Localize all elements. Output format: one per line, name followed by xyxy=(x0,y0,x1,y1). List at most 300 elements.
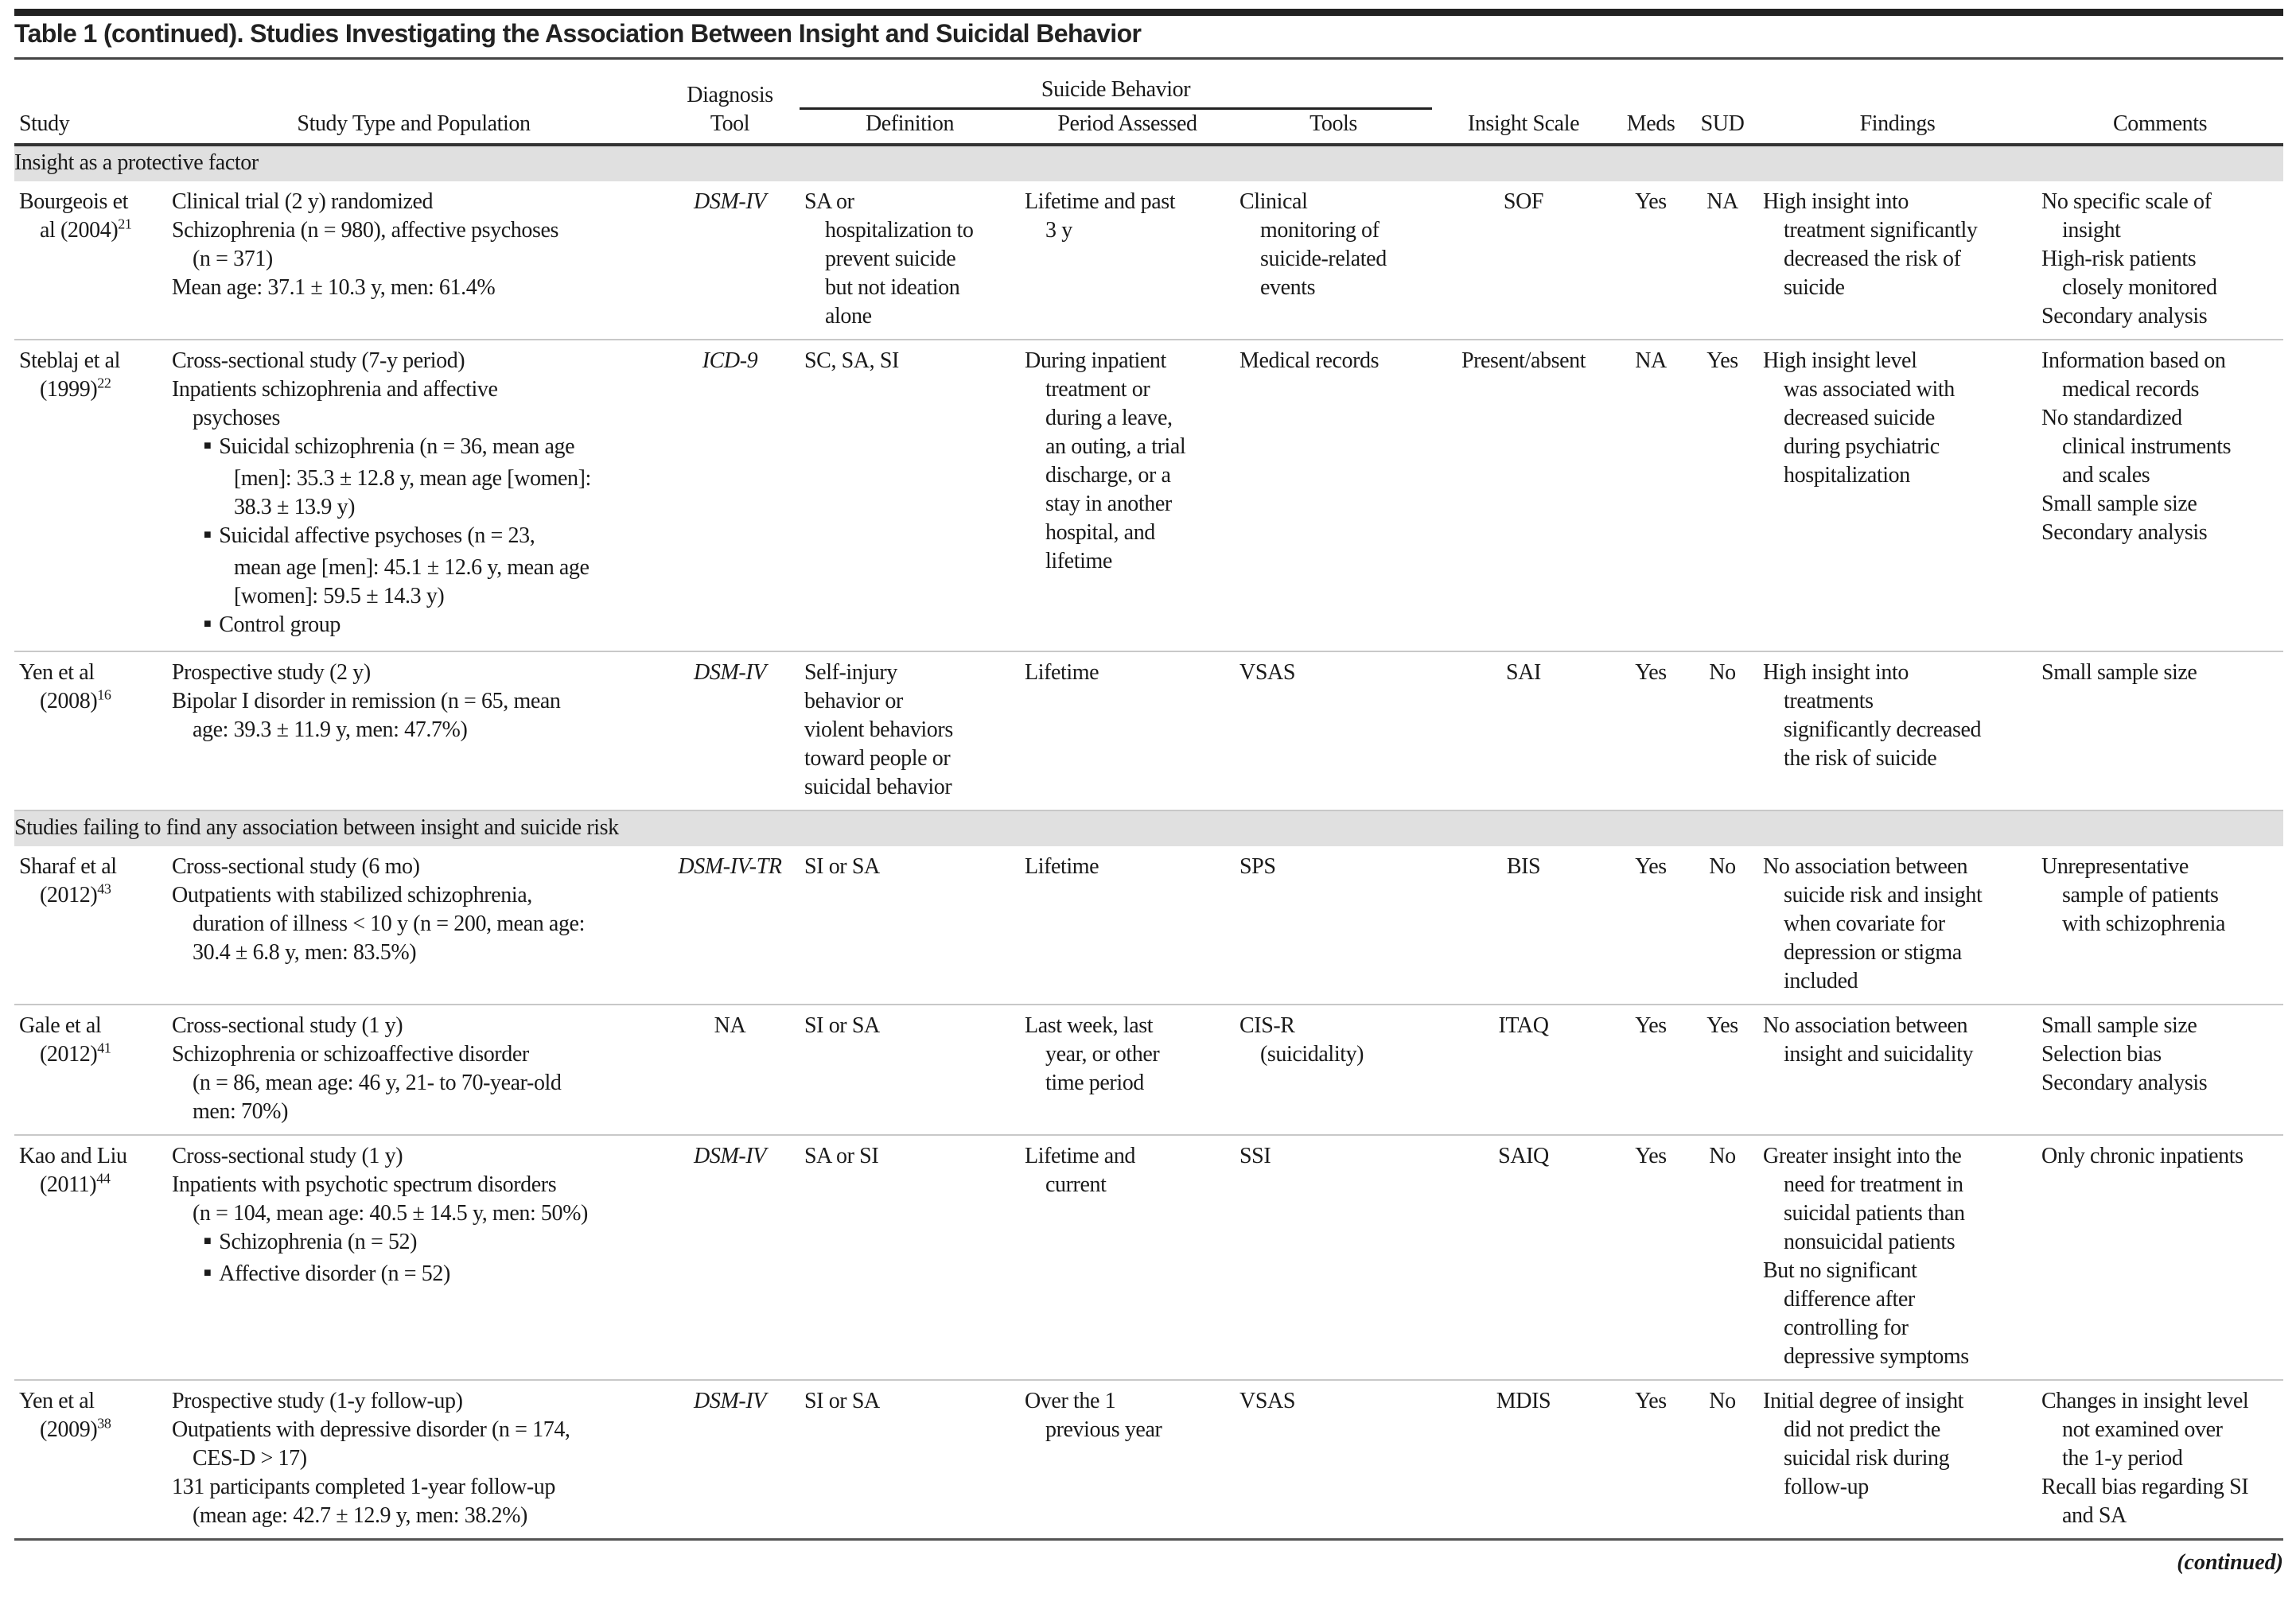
period-paragraph xyxy=(1025,1142,1230,1199)
findings-line: High insight level xyxy=(1763,348,1917,373)
reference-number: 38 xyxy=(97,1415,111,1432)
comments-paragraph xyxy=(2041,1387,2278,1473)
sud-cell: Yes xyxy=(1687,1005,1758,1135)
definition-paragraph xyxy=(804,659,1015,687)
meds-cell: Yes xyxy=(1615,846,1687,1005)
comments-cell xyxy=(2037,1135,2283,1380)
study-type-line: Mean age: 37.1 ± 10.3 y, men: 61.4% xyxy=(172,275,496,300)
reference-number: 44 xyxy=(96,1170,111,1187)
comments-paragraph xyxy=(2041,302,2278,331)
tools-cell xyxy=(1235,340,1432,651)
definition-paragraph xyxy=(804,853,1015,881)
tools-line: events xyxy=(1260,275,1316,300)
table-row xyxy=(14,181,2283,340)
section-header-row xyxy=(14,810,2283,846)
study-cell xyxy=(14,651,167,810)
tools-line: VSAS xyxy=(1239,660,1295,685)
comments-line: and SA xyxy=(2062,1503,2127,1528)
period-line: discharge, or a xyxy=(1045,463,1171,488)
header-period: Period Assessed xyxy=(1020,110,1235,145)
comments-line: clinical instruments xyxy=(2062,434,2232,459)
period-line: Over the 1 xyxy=(1025,1389,1116,1413)
comments-line: Small sample size xyxy=(2041,660,2197,685)
period-paragraph xyxy=(1025,347,1230,576)
period-line: treatment or xyxy=(1045,377,1150,402)
findings-cell xyxy=(1758,340,2037,651)
comments-line: Secondary analysis xyxy=(2041,304,2208,328)
tools-cell xyxy=(1235,846,1432,1005)
study-type-paragraph xyxy=(172,1416,656,1473)
comments-line: Small sample size xyxy=(2041,1013,2197,1038)
study-type-line: ■ Control group xyxy=(193,611,656,643)
study-type-paragraph xyxy=(172,853,656,881)
comments-paragraph xyxy=(2041,404,2278,490)
period-line: Lifetime xyxy=(1025,854,1099,879)
header-sud: SUD xyxy=(1687,110,1758,145)
diagnosis-tool-cell: DSM-IV xyxy=(660,181,800,340)
study-type-line: Clinical trial (2 y) randomized xyxy=(172,189,434,214)
study-type-line: Inpatients schizophrenia and affective xyxy=(172,377,498,402)
definition-line: SI or SA xyxy=(804,854,880,879)
comments-line: High-risk patients xyxy=(2041,247,2197,271)
definition-line: SA or SI xyxy=(804,1144,879,1168)
study-type-bullet-item xyxy=(172,522,656,611)
period-paragraph xyxy=(1025,853,1230,881)
comments-line: No specific scale of xyxy=(2041,189,2212,214)
study-type-line: 131 participants completed 1-year follow-up xyxy=(172,1475,555,1499)
insight-scale-cell: SAIQ xyxy=(1432,1135,1615,1380)
study-type-line: mean age [men]: 45.1 ± 12.6 y, mean age xyxy=(234,555,590,580)
study-type-line: [women]: 59.5 ± 14.3 y) xyxy=(234,584,445,608)
comments-line: closely monitored xyxy=(2062,275,2217,300)
table-row xyxy=(14,1005,2283,1135)
period-line: time period xyxy=(1045,1071,1144,1095)
tools-line: CIS-R xyxy=(1239,1013,1295,1038)
definition-cell xyxy=(800,1135,1020,1380)
study-name-text: (2008) xyxy=(40,689,98,713)
comments-paragraph xyxy=(2041,1473,2278,1530)
study-type-paragraph xyxy=(172,659,656,687)
table-row xyxy=(14,340,2283,651)
period-line: Last week, last xyxy=(1025,1013,1154,1038)
definition-line: SC, SA, SI xyxy=(804,348,899,373)
study-type-line: Cross-sectional study (6 mo) xyxy=(172,854,420,879)
comments-line: Information based on xyxy=(2041,348,2226,373)
study-name-line xyxy=(19,1040,162,1069)
period-line: lifetime xyxy=(1045,549,1112,573)
study-name-text: (1999) xyxy=(40,377,98,402)
study-type-cell xyxy=(167,846,660,1005)
findings-line: No association between xyxy=(1763,854,1968,879)
table-title: Table 1 (continued). Studies Investigating the Association Between Insight and Suicidal Behavior xyxy=(14,19,1142,48)
findings-cell xyxy=(1758,1005,2037,1135)
diagnosis-tool-cell: NA xyxy=(660,1005,800,1135)
findings-cell xyxy=(1758,1135,2037,1380)
comments-line: the 1-y period xyxy=(2062,1446,2183,1471)
study-type-line: Prospective study (2 y) xyxy=(172,660,371,685)
tools-paragraph xyxy=(1239,659,1427,687)
definition-paragraph xyxy=(804,716,1015,744)
study-name-line xyxy=(19,216,162,245)
tools-cell xyxy=(1235,181,1432,340)
period-line: Lifetime and xyxy=(1025,1144,1136,1168)
period-cell xyxy=(1020,1135,1235,1380)
tools-line: suicide-related xyxy=(1260,247,1387,271)
definition-cell xyxy=(800,181,1020,340)
comments-cell xyxy=(2037,651,2283,810)
period-line: Lifetime and past xyxy=(1025,189,1176,214)
sud-cell: Yes xyxy=(1687,340,1758,651)
comments-cell xyxy=(2037,340,2283,651)
study-type-cell xyxy=(167,1005,660,1135)
findings-line: High insight into xyxy=(1763,189,1909,214)
study-type-paragraph xyxy=(172,347,656,375)
study-type-line: Outpatients with stabilized schizophrenia, xyxy=(172,883,532,908)
findings-line: suicidal risk during xyxy=(1784,1446,1950,1471)
tools-paragraph xyxy=(1239,347,1427,375)
study-type-line: Outpatients with depressive disorder (n = 174, xyxy=(172,1417,570,1442)
findings-line: High insight into xyxy=(1763,660,1909,685)
comments-paragraph xyxy=(2041,490,2278,519)
reference-number: 41 xyxy=(97,1040,111,1056)
study-type-cell xyxy=(167,1380,660,1540)
period-cell xyxy=(1020,651,1235,810)
reference-number: 22 xyxy=(97,375,111,391)
findings-paragraph xyxy=(1763,1257,2032,1371)
definition-paragraph xyxy=(804,744,1015,773)
study-type-line: ■ Schizophrenia (n = 52) xyxy=(193,1228,656,1260)
definition-line: prevent suicide xyxy=(825,247,956,271)
section-header-row xyxy=(14,145,2283,181)
findings-line: No association between xyxy=(1763,1013,1968,1038)
study-type-line: duration of illness < 10 y (n = 200, mean age: xyxy=(193,911,585,936)
findings-line: hospitalization xyxy=(1784,463,1910,488)
study-name-text: (2009) xyxy=(40,1417,98,1442)
comments-line: Secondary analysis xyxy=(2041,520,2208,545)
findings-line: depression or stigma xyxy=(1784,940,1962,965)
study-type-paragraph xyxy=(172,274,656,302)
definition-paragraph xyxy=(804,1012,1015,1040)
definition-cell xyxy=(800,1005,1020,1135)
findings-line: treatment significantly xyxy=(1784,218,1978,243)
period-cell xyxy=(1020,181,1235,340)
findings-line: was associated with xyxy=(1784,377,1955,402)
comments-cell xyxy=(2037,1005,2283,1135)
definition-line: alone xyxy=(825,304,872,328)
study-name-line xyxy=(19,659,162,687)
tools-cell xyxy=(1235,1380,1432,1540)
header-tools: Tools xyxy=(1235,110,1432,145)
definition-line: Self-injury xyxy=(804,660,897,685)
tools-line: (suicidality) xyxy=(1260,1042,1364,1067)
comments-line: and scales xyxy=(2062,463,2150,488)
meds-cell: Yes xyxy=(1615,1005,1687,1135)
study-cell xyxy=(14,1135,167,1380)
sud-cell: No xyxy=(1687,1135,1758,1380)
diagnosis-tool-cell: DSM-IV xyxy=(660,1135,800,1380)
period-line: hospital, and xyxy=(1045,520,1155,545)
study-type-paragraph xyxy=(172,881,656,967)
diagnosis-tool-cell: ICD-9 xyxy=(660,340,800,651)
period-cell xyxy=(1020,1005,1235,1135)
table-body xyxy=(14,145,2283,1540)
definition-paragraph xyxy=(804,1142,1015,1171)
study-cell xyxy=(14,1380,167,1540)
study-type-line: ■ Suicidal schizophrenia (n = 36, mean age xyxy=(193,433,656,464)
period-paragraph xyxy=(1025,659,1230,687)
meds-cell: Yes xyxy=(1615,651,1687,810)
definition-line: SA or xyxy=(804,189,854,214)
insight-scale-cell: BIS xyxy=(1432,846,1615,1005)
findings-paragraph xyxy=(1763,659,2032,773)
section-label: Insight as a protective factor xyxy=(14,150,259,175)
meds-cell: NA xyxy=(1615,340,1687,651)
period-paragraph xyxy=(1025,188,1230,245)
tools-cell xyxy=(1235,651,1432,810)
study-type-line: age: 39.3 ± 11.9 y, men: 47.7%) xyxy=(193,717,468,742)
period-line: year, or other xyxy=(1045,1042,1160,1067)
study-name-line xyxy=(19,1387,162,1416)
study-type-line: men: 70%) xyxy=(193,1099,289,1124)
comments-paragraph xyxy=(2041,1040,2278,1069)
comments-paragraph xyxy=(2041,1142,2278,1171)
meds-cell: Yes xyxy=(1615,1380,1687,1540)
definition-line: SI or SA xyxy=(804,1013,880,1038)
diagnosis-tool-cell: DSM-IV-TR xyxy=(660,846,800,1005)
reference-number: 43 xyxy=(97,880,111,897)
study-type-bullet-item xyxy=(172,433,656,522)
header-diagnosis-line2: Tool xyxy=(660,110,800,145)
findings-cell xyxy=(1758,1380,2037,1540)
definition-cell xyxy=(800,340,1020,651)
insight-scale-cell: SOF xyxy=(1432,181,1615,340)
study-type-line: (n = 371) xyxy=(193,247,273,271)
insight-scale-cell: ITAQ xyxy=(1432,1005,1615,1135)
comments-cell xyxy=(2037,846,2283,1005)
diagnosis-tool-cell: DSM-IV xyxy=(660,651,800,810)
study-type-line: Bipolar I disorder in remission (n = 65, mean xyxy=(172,689,561,713)
table-row xyxy=(14,846,2283,1005)
study-type-line: 30.4 ± 6.8 y, men: 83.5%) xyxy=(193,940,417,965)
study-type-line: Cross-sectional study (1 y) xyxy=(172,1013,403,1038)
findings-line: nonsuicidal patients xyxy=(1784,1230,1955,1254)
period-cell xyxy=(1020,846,1235,1005)
study-type-paragraph xyxy=(172,188,656,216)
table-header xyxy=(14,65,2283,145)
study-type-line: 38.3 ± 13.9 y) xyxy=(234,495,356,519)
findings-line: included xyxy=(1784,969,1858,993)
study-name-line xyxy=(19,347,162,375)
study-cell xyxy=(14,181,167,340)
comments-line: Unrepresentative xyxy=(2041,854,2189,879)
study-name-text: (2011) xyxy=(40,1172,97,1197)
study-type-bullet-item xyxy=(172,611,656,643)
reference-number: 21 xyxy=(118,216,132,232)
tools-line: monitoring of xyxy=(1260,218,1380,243)
findings-line: decreased suicide xyxy=(1784,406,1935,430)
header-study: Study xyxy=(14,110,167,145)
findings-line: Initial degree of insight xyxy=(1763,1389,1964,1413)
tools-paragraph xyxy=(1239,188,1427,302)
period-cell xyxy=(1020,1380,1235,1540)
study-cell xyxy=(14,340,167,651)
findings-line: need for treatment in xyxy=(1784,1172,1963,1197)
findings-line: suicidal patients than xyxy=(1784,1201,1965,1226)
study-name-line xyxy=(19,1416,162,1444)
definition-paragraph xyxy=(804,347,1015,375)
study-name-line xyxy=(19,687,162,716)
sud-cell: NA xyxy=(1687,181,1758,340)
study-name-text: Bourgeois et xyxy=(19,189,129,214)
study-name-text: Yen et al xyxy=(19,1389,95,1413)
comments-line: sample of patients xyxy=(2062,883,2219,908)
study-type-line: (n = 86, mean age: 46 y, 21- to 70-year-old xyxy=(193,1071,562,1095)
study-type-line: Schizophrenia or schizoaffective disorder xyxy=(172,1042,529,1067)
section-header-cell xyxy=(14,810,2283,846)
period-line: During inpatient xyxy=(1025,348,1166,373)
study-name-text: Gale et al xyxy=(19,1013,102,1038)
period-paragraph xyxy=(1025,1387,1230,1444)
findings-line: controlling for xyxy=(1784,1316,1909,1340)
study-name-line xyxy=(19,881,162,910)
findings-line: difference after xyxy=(1784,1287,1915,1312)
header-comments: Comments xyxy=(2037,110,2283,145)
studies-table xyxy=(14,65,2283,1541)
study-type-cell xyxy=(167,181,660,340)
tools-line: VSAS xyxy=(1239,1389,1295,1413)
sud-cell: No xyxy=(1687,846,1758,1005)
definition-cell xyxy=(800,651,1020,810)
findings-line: But no significant xyxy=(1763,1258,1917,1283)
findings-paragraph xyxy=(1763,1142,2032,1257)
tools-line: SPS xyxy=(1239,854,1276,879)
study-type-line: [men]: 35.3 ± 12.8 y, mean age [women]: xyxy=(234,466,591,491)
findings-paragraph xyxy=(1763,853,2032,996)
header-suicide-behavior: Suicide Behavior xyxy=(800,76,1432,110)
findings-line: during psychiatric xyxy=(1784,434,1940,459)
comments-line: Secondary analysis xyxy=(2041,1071,2208,1095)
reference-number: 16 xyxy=(97,686,111,703)
period-line: Lifetime xyxy=(1025,660,1099,685)
header-diagnosis-line1: Diagnosis xyxy=(687,83,773,107)
study-name-text: (2012) xyxy=(40,1042,98,1067)
comments-paragraph xyxy=(2041,1012,2278,1040)
tools-paragraph xyxy=(1239,853,1427,881)
findings-line: suicide risk and insight xyxy=(1784,883,1983,908)
tools-line: Clinical xyxy=(1239,189,1308,214)
tools-paragraph xyxy=(1239,1387,1427,1416)
sud-cell: No xyxy=(1687,1380,1758,1540)
study-name-line xyxy=(19,1171,162,1199)
tools-cell xyxy=(1235,1135,1432,1380)
definition-line: violent behaviors xyxy=(804,717,953,742)
meds-cell: Yes xyxy=(1615,1135,1687,1380)
tools-paragraph xyxy=(1239,1012,1427,1069)
comments-line: Only chronic inpatients xyxy=(2041,1144,2243,1168)
study-type-line: psychoses xyxy=(193,406,280,430)
findings-line: treatments xyxy=(1784,689,1874,713)
comments-line: insight xyxy=(2062,218,2121,243)
study-cell xyxy=(14,846,167,1005)
study-type-cell xyxy=(167,651,660,810)
header-findings: Findings xyxy=(1758,110,2037,145)
diagnosis-tool-cell: DSM-IV xyxy=(660,1380,800,1540)
header-study-type: Study Type and Population xyxy=(167,110,660,145)
findings-line: follow-up xyxy=(1784,1475,1869,1499)
comments-paragraph xyxy=(2041,853,2278,939)
definition-paragraph xyxy=(804,687,1015,716)
comments-line: not examined over xyxy=(2062,1417,2223,1442)
findings-line: Greater insight into the xyxy=(1763,1144,1962,1168)
findings-paragraph xyxy=(1763,347,2032,490)
insight-scale-cell: MDIS xyxy=(1432,1380,1615,1540)
comments-cell xyxy=(2037,1380,2283,1540)
tools-line: Medical records xyxy=(1239,348,1380,373)
study-name-text: Steblaj et al xyxy=(19,348,120,373)
definition-line: SI or SA xyxy=(804,1389,880,1413)
period-line: current xyxy=(1045,1172,1107,1197)
study-name-line xyxy=(19,1012,162,1040)
period-line: 3 y xyxy=(1045,218,1072,243)
findings-line: decreased the risk of xyxy=(1784,247,1961,271)
findings-cell xyxy=(1758,181,2037,340)
definition-line: but not ideation xyxy=(825,275,960,300)
title-rule xyxy=(14,57,2283,60)
study-name-text: Yen et al xyxy=(19,660,95,685)
findings-line: insight and suicidality xyxy=(1784,1042,1974,1067)
study-type-paragraph xyxy=(172,375,656,433)
study-type-bullet-item xyxy=(172,1228,656,1260)
insight-scale-cell: SAI xyxy=(1432,651,1615,810)
comments-paragraph xyxy=(2041,519,2278,547)
section-label: Studies failing to find any association between insight and suicide risk xyxy=(14,815,619,840)
comments-line: Small sample size xyxy=(2041,492,2197,516)
table-row xyxy=(14,651,2283,810)
study-type-paragraph xyxy=(172,1387,656,1416)
sud-cell: No xyxy=(1687,651,1758,810)
period-paragraph xyxy=(1025,1012,1230,1098)
study-type-paragraph xyxy=(172,687,656,744)
study-type-line: Inpatients with psychotic spectrum disorders xyxy=(172,1172,557,1197)
definition-line: hospitalization to xyxy=(825,218,974,243)
header-insight-scale: Insight Scale xyxy=(1432,110,1615,145)
comments-paragraph xyxy=(2041,1069,2278,1098)
section-header-cell xyxy=(14,145,2283,181)
comments-line: Selection bias xyxy=(2041,1042,2162,1067)
comments-paragraph xyxy=(2041,659,2278,687)
study-type-line: Prospective study (1-y follow-up) xyxy=(172,1389,463,1413)
study-name-text: Kao and Liu xyxy=(19,1144,127,1168)
header-definition: Definition xyxy=(800,110,1020,145)
study-type-line: Schizophrenia (n = 980), affective psychoses xyxy=(172,218,558,243)
study-type-paragraph xyxy=(172,1040,656,1126)
table-container xyxy=(14,65,2283,1577)
period-line: stay in another xyxy=(1045,492,1172,516)
findings-line: suicide xyxy=(1784,275,1845,300)
top-rule xyxy=(14,9,2283,16)
continued-note: (continued) xyxy=(2177,1550,2283,1575)
findings-line: when covariate for xyxy=(1784,911,1945,936)
study-name-text: (2012) xyxy=(40,883,98,908)
insight-scale-cell: Present/absent xyxy=(1432,340,1615,651)
study-name-line xyxy=(19,375,162,404)
findings-paragraph xyxy=(1763,188,2032,302)
period-line: during a leave, xyxy=(1045,406,1173,430)
table-row xyxy=(14,1135,2283,1380)
study-type-cell xyxy=(167,340,660,651)
period-line: an outing, a trial xyxy=(1045,434,1186,459)
study-name-line xyxy=(19,1142,162,1171)
